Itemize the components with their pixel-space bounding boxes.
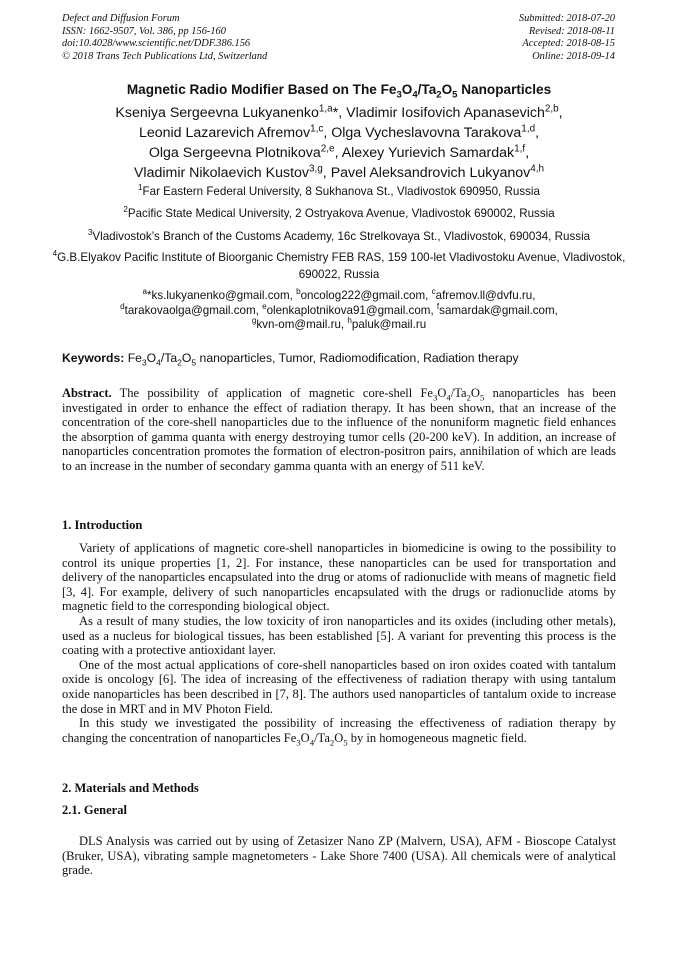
- accepted-date: Accepted: 2018-08-15: [522, 38, 615, 50]
- paragraph: Variety of applications of magnetic core-shell nanoparticles in biomedicine is owing to the possibility to control its unique properties [1, 2]. For instance, these nanoparticles can be used for transportation and delivery of the nanoparticles encapsulated into the drug or atoms of radionuclide with means of magnetic field [3, 4]. For example, delivery of such nanoparticles encapsulated with the drugs or radionuclide atoms by magnetic field to the corresponding biological object.: [62, 541, 616, 614]
- email-link: paluk@mail.ru: [351, 318, 427, 331]
- author-name: Pavel Aleksandrovich Lukyanov: [330, 165, 531, 181]
- email-link: tarakovaolga@gmail.com,: [124, 303, 263, 317]
- author-name: Leonid Lazarevich Afremov: [138, 125, 311, 141]
- email-link: *ks.lukyanenko@gmail.com,: [147, 289, 297, 302]
- publication-dates: [519, 13, 615, 63]
- submitted-date: Submitted: 2018-07-20: [518, 13, 615, 24]
- copyright-line: © 2018 Trans Tech Publications Ltd, Switzerland: [62, 50, 268, 62]
- author-name: Olga Sergeevna Plotnikova: [148, 145, 321, 161]
- email-link: afremov.ll@dvfu.ru,: [435, 289, 536, 302]
- author-name: Olga Vycheslavovna Tarakova: [331, 125, 522, 141]
- paragraph: One of the most actual applications of core-shell nanoparticles based on iron oxides coated with tantalum oxide is oncology [6]. The idea of increasing of the effectiveness of radiation therapy with using tantalum oxide nanoparticles has been described in [7, 8]. The authors used nanoparticles of tantalum oxide to increase the dose in MRT and in MV Photon Field.: [62, 657, 616, 716]
- email-link: samardak@gmail.com,: [439, 303, 558, 317]
- journal-name: Defect and Diffusion Forum: [62, 13, 180, 24]
- section-heading-materials: 2. Materials and Methods: [62, 781, 199, 795]
- author-name: Vladimir Nikolaevich Kustov: [133, 165, 309, 181]
- abstract: Abstract. The possibility of application of magnetic core-shell $Fe_3O_4/Ta_2O_5$ nanoparticles has been investigated in order to enhance the effect of radiation therapy. It has been shown, that an increase of the concentration of the core-shell nanoparticles due to the influence of the nonuniform magnetic field enhances the absorption of gamma quanta with energy destroying tumor cells (20-200 keV). In addition, an increase of nanoparticles concentration promotes the formation of electron-positron pairs, annihilation of which are leads to an increase in the number of secondary gamma quanta with an energy of 511 keV.: [62, 386, 616, 473]
- introduction-body: [62, 541, 616, 748]
- email-link: oncolog222@gmail.com,: [300, 289, 432, 302]
- author-list: Kseniya Sergeevna Lukyanenko$^{1,a}$*, Vladimir Iosifovich Apanasevich$^{2,b}$, Leonid Lazarevich Afremov$^{1,c}$, Olga Vycheslavovna Tarakova$^{1,d}$, Olga Sergeevna Plotnikova$^{2,e}$, Alexey Yurievich Samardak$^{1,f}$, Vladimir Nikolaevich Kustov$^{3,g}$, Pavel Aleksandrovich Lukyanov$^{4,h}$: [115, 103, 563, 181]
- affiliation-4: $^4$G.B.Elyakov Pacific Institute of Bioorganic Chemistry FEB RAS, 159 100-let Vladivostoku Avenue, Vladivostok, 690022, Russia: [52, 249, 626, 281]
- author-name: Alexey Yurievich Samardak: [341, 145, 515, 161]
- email-link: olenkaplotnikova91@gmail.com,: [266, 303, 437, 317]
- general-body: [62, 834, 616, 878]
- revised-date: Revised: 2018-08-11: [528, 25, 615, 37]
- paragraph: In this study we investigated the possibility of increasing the effectiveness of radiation therapy by changing the concentration of nanoparticles $Fe_3O_4/Ta_2O_5$ by in homogeneous magnetic field.: [62, 716, 616, 748]
- issn-line: ISSN: 1662-9507, Vol. 386, pp 156-160: [62, 25, 226, 37]
- online-date: Online: 2018-09-14: [532, 50, 615, 62]
- doi-line: doi:10.4028/www.scientific.net/DDF.386.156: [62, 38, 251, 50]
- journal-info: [62, 13, 267, 63]
- section-heading-introduction: 1. Introduction: [62, 518, 143, 532]
- keywords-line: Keywords: $Fe_3O_4/Ta_2O_5$ nanoparticles, Tumor, Radiomodification, Radiation therapy: [62, 351, 519, 368]
- author-name: Vladimir Iosifovich Apanasevich: [346, 105, 545, 121]
- author-name: Kseniya Sergeevna Lukyanenko: [115, 105, 319, 121]
- subsection-heading-general: 2.1. General: [62, 803, 127, 817]
- abstract-label: Abstract.: [62, 386, 112, 400]
- paper-title: Magnetic Radio Modifier Based on The $Fe_3O_4/Ta_2O_5$ Nanoparticles: [126, 82, 552, 101]
- paragraph: DLS Analysis was carried out by using of Zetasizer Nano ZP (Malvern, USA), AFM - Bioscope Catalyst (Bruker, USA), vibrating sample magnetometers - Lake Shore 7400 (USA). All chemicals were of analytical grade.: [62, 834, 616, 878]
- email-link: kvn-om@mail.ru,: [256, 318, 348, 331]
- email-list: $^a$*ks.lukyanenko@gmail.com, $^b$oncolog222@gmail.com, $^c$afremov.ll@dvfu.ru, $^d$tarakovaolga@gmail.com, $^e$olenkaplotnikova91@gmail.com, $^f$samardak@gmail.com, $^g$kvn-om@mail.ru, $^h$paluk@mail.ru: [120, 287, 558, 331]
- paragraph: As a result of many studies, the low toxicity of iron nanoparticles and its oxides (including other metals), used as a nucleus for biological tissues, has been established [5]. A variant for preventing this process is the coating with a protective antioxidant layer.: [62, 613, 616, 658]
- keywords-label: Keywords:: [62, 351, 125, 365]
- affiliation-1: $^1$Far Eastern Federal University, 8 Sukhanova St., Vladivostok 690950, Russia: [138, 183, 540, 198]
- affiliation-3: $^3$Vladivostok’s Branch of the Customs Academy, 16c Strelkovaya St., Vladivostok, 690034, Russia: [87, 228, 591, 243]
- affiliation-2: $^2$Pacific State Medical University, 2 Ostryakova Avenue, Vladivostok 690002, Russia: [123, 205, 555, 220]
